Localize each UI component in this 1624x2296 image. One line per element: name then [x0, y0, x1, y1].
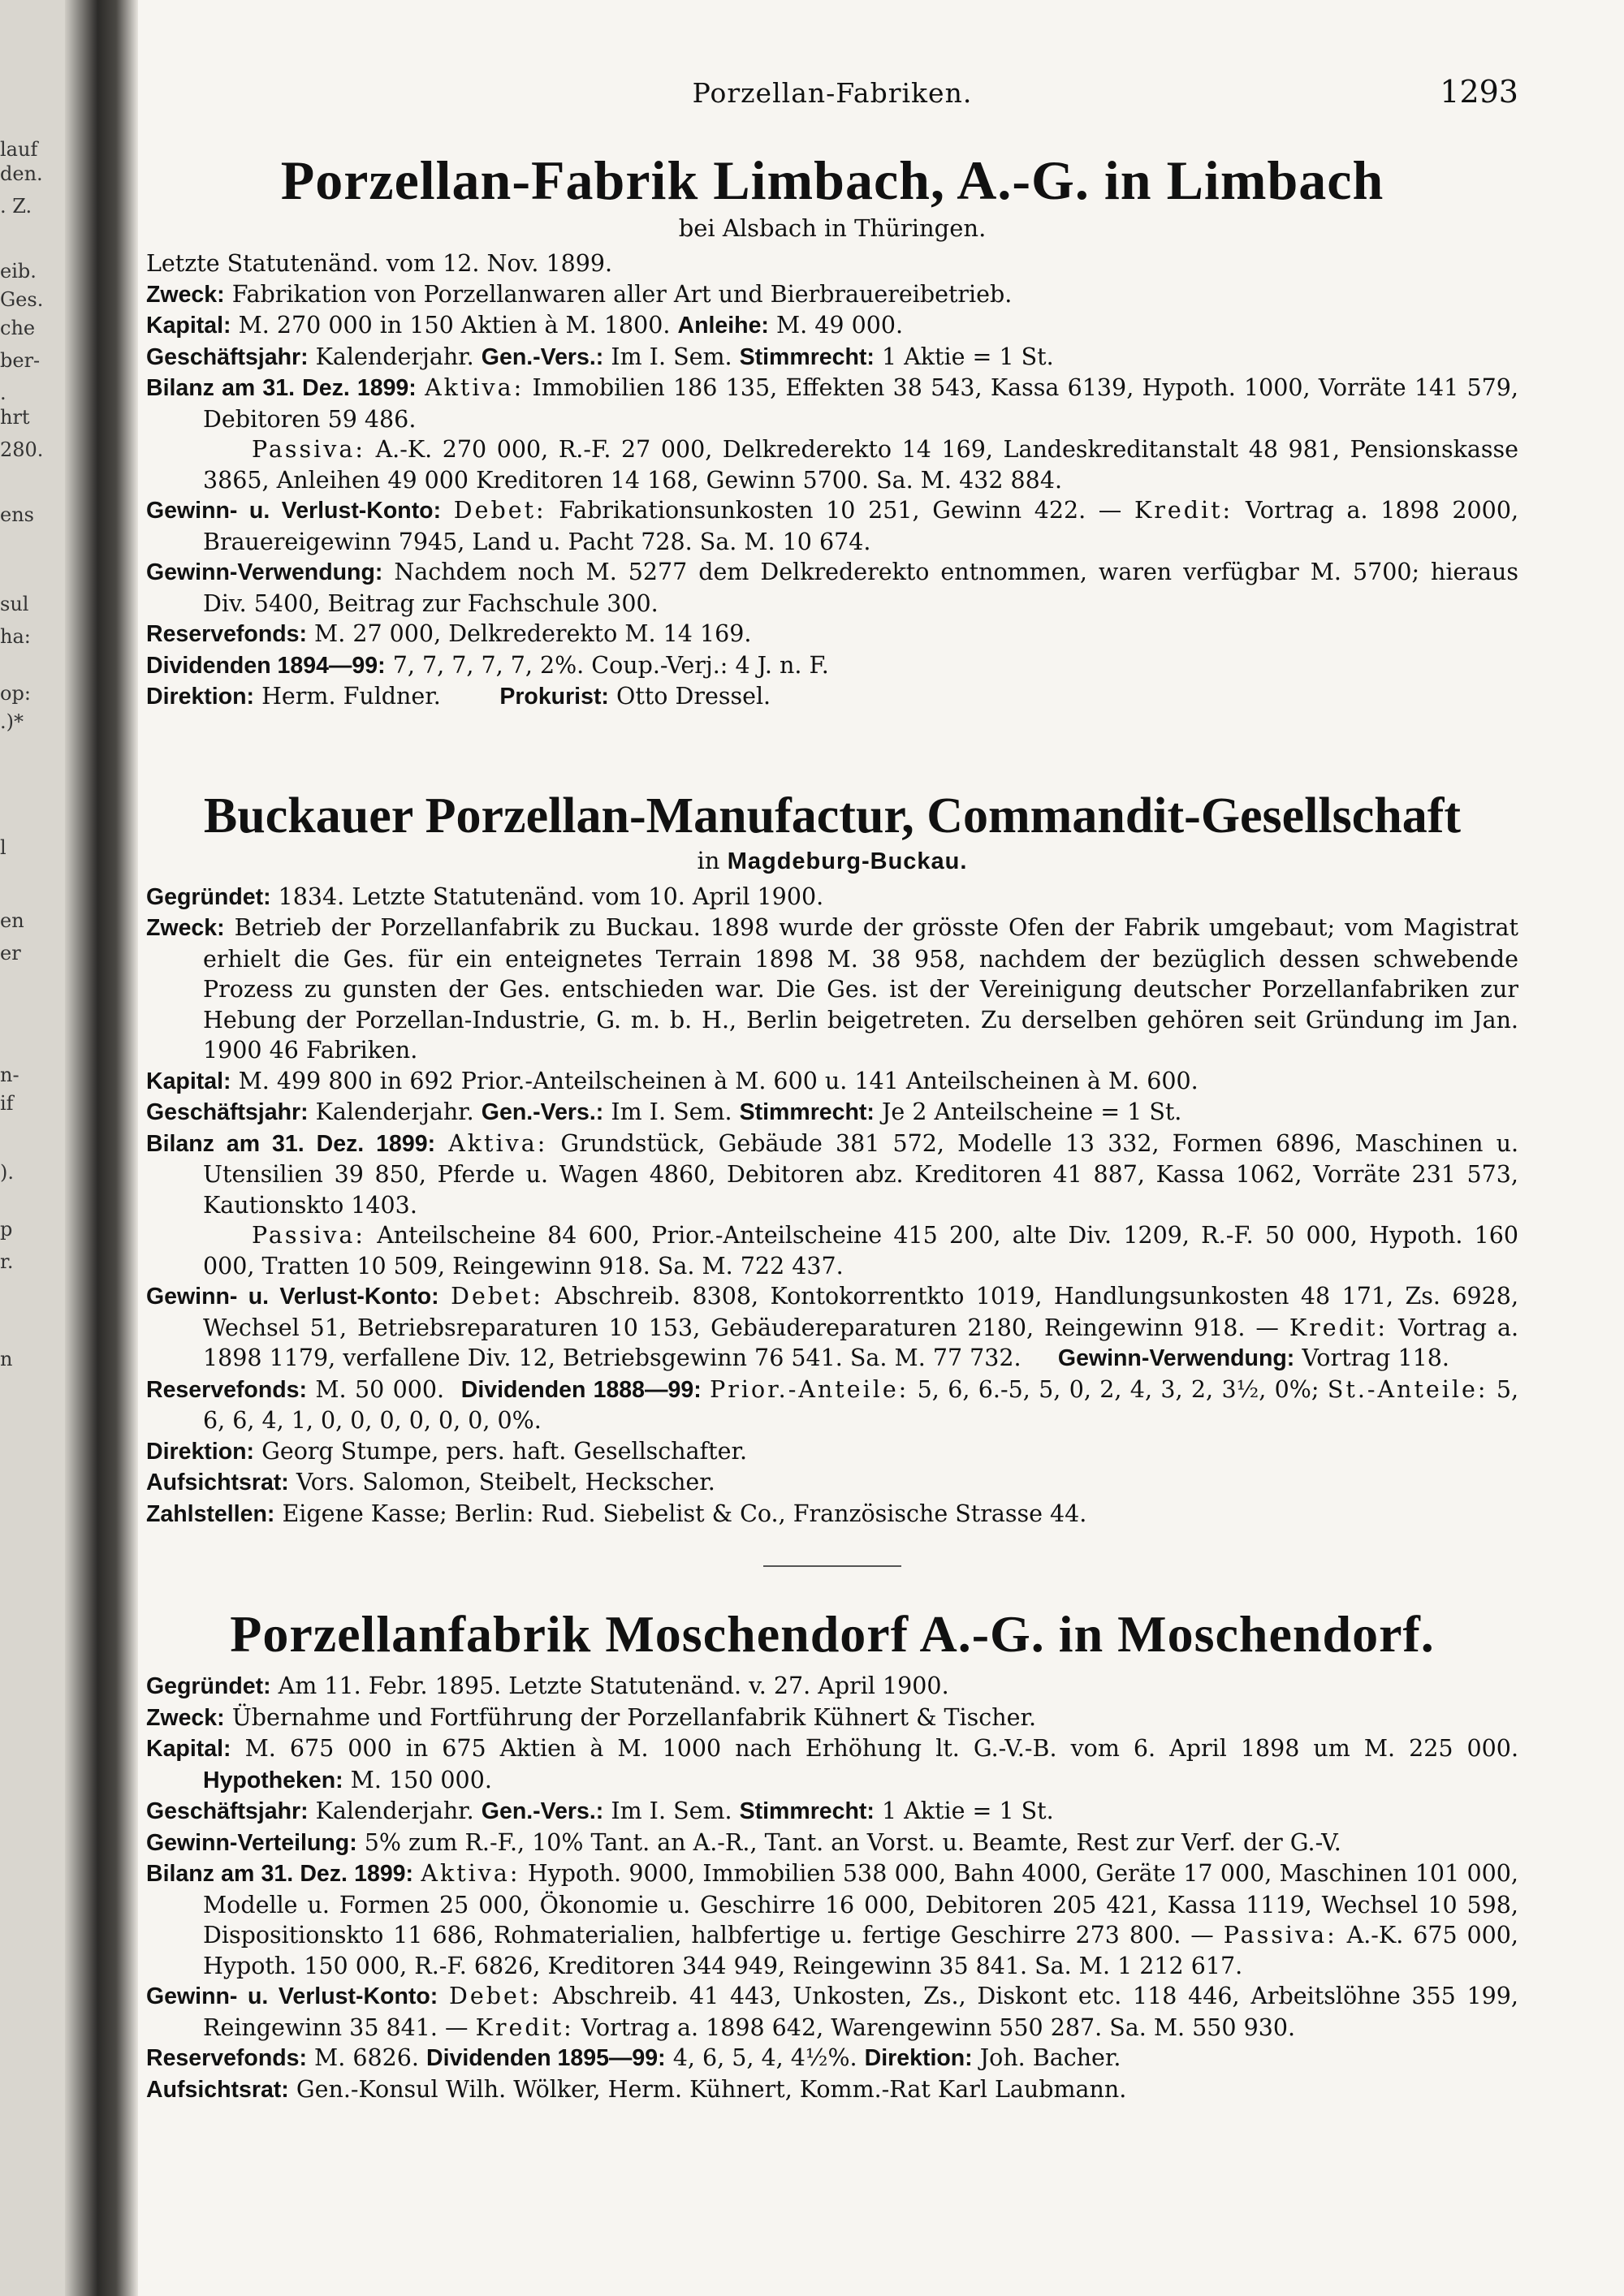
gutter-fragment: . Z. — [0, 195, 32, 218]
label: Dividenden 1888—99: — [460, 1376, 702, 1403]
fiscal-line — [146, 342, 1518, 373]
firm-title: Buckauer Porzellan-Manufactur, Commandit-Gesellschaft — [203, 788, 1462, 844]
gutter-shadow — [65, 0, 138, 2296]
label: Gewinn- u. Verlust-Konto: — [146, 1983, 438, 2009]
label: Reservefonds: — [146, 2045, 307, 2071]
label: Bilanz am 31. Dez. 1899: — [146, 375, 417, 401]
label: Kredit: — [1289, 1314, 1389, 1341]
supervisory-board — [146, 1467, 1518, 1499]
gutter-fragment: ber- — [0, 349, 41, 372]
label: Aktiva: — [448, 1129, 548, 1157]
gutter-fragment: 280. — [0, 438, 44, 461]
gutter-fragment: ha: — [0, 625, 31, 648]
capital: M. 270 000 in 150 Aktien à M. 1800. — [238, 312, 671, 339]
profit-loss — [146, 1281, 1519, 1375]
reserves-text: M. 6826. — [314, 2044, 419, 2071]
purpose-line — [146, 279, 1518, 311]
label: Gewinn-Verwendung: — [146, 559, 383, 585]
dividends — [146, 650, 1518, 682]
firm-subtitle: bei Alsbach in Thüringen. — [678, 214, 987, 242]
label: Gewinn- u. Verlust-Konto: — [146, 1284, 439, 1310]
profit-use-text: Nachdem noch M. 5277 dem Delkrederekto entnommen, waren verfügbar M. 5700; hieraus Div. 5400, Beitrag zur Fachschule 300. — [203, 559, 1518, 617]
paying-agents-text: Eigene Kasse; Berlin: Rud. Siebelist & Co., Französische Strasse 44. — [282, 1500, 1087, 1527]
firm-title: Porzellanfabrik Moschendorf A.-G. in Moschendorf. — [230, 1605, 1435, 1663]
debit: Fabrikationsunkosten 10 251, Gewinn 422. — — [559, 497, 1122, 524]
label: Debet: — [451, 1283, 543, 1310]
gutter-fragment: ). — [0, 1161, 14, 1184]
gutter-fragment: eib. — [0, 260, 37, 283]
entry-moschendorf — [146, 1604, 1518, 2105]
management — [146, 1436, 1518, 1468]
liabilities: Anteilscheine 84 600, Prior.-Anteilscheine 415 200, alte Div. 1209, R.-F. 50 000, Hypoth. 160 000, Tratten 10 509, Reingewinn 918. Sa. M. 722 437. — [203, 1222, 1519, 1280]
gutter-fragment: er — [0, 942, 21, 965]
label: Debet: — [448, 1983, 542, 2009]
gutter-fragment: sul — [0, 593, 29, 615]
profit-distribution-text: 5% zum R.-F., 10% Tant. an A.-R., Tant. an Vorst. u. Beamte, Rest zur Verf. der G.-V. — [364, 1828, 1341, 1856]
gutter-fragment: l — [0, 836, 6, 859]
profit-distribution — [146, 1828, 1518, 1859]
gutter-fragment: if — [0, 1092, 14, 1115]
label: Reservefonds: — [146, 621, 307, 647]
profit-use — [146, 557, 1518, 619]
gutter-fragment: op: — [0, 682, 31, 705]
board-members: Gen.-Konsul Wilh. Wölker, Herm. Kühnert, Komm.-Rat Karl Laubmann. — [296, 2075, 1127, 2103]
director: Joh. Bacher. — [979, 2044, 1121, 2071]
label: Gegründet: — [146, 883, 271, 910]
label: Stimmrecht: — [739, 343, 875, 370]
subtitle-prefix: in — [697, 846, 720, 874]
reserves — [146, 619, 1518, 650]
gutter-fragment: en — [0, 909, 24, 932]
debit: Abschreib. 8308, Kontokorrentkto 1019, Handlungsunkosten 48 171, Zs. 6928, Wechsel 51, Betriebsreparaturen 10 153, Gebäudereparaturen 2180, Reingewinn 918. — — [203, 1283, 1519, 1341]
label: Aufsichtsrat: — [146, 2076, 289, 2103]
paying-agents — [146, 1499, 1518, 1530]
balance — [146, 1858, 1518, 1981]
credit: Vortrag a. 1898 1179, verfallene Div. 12, Betriebsgewinn 76 541. Sa. M. 77 732. — [203, 1314, 1519, 1371]
gutter-fragment: n- — [0, 1064, 19, 1086]
proxy-holder: Otto Dressel. — [616, 683, 771, 710]
section-divider — [763, 1565, 901, 1567]
loan: M. 49 000. — [775, 312, 904, 339]
board-members: Vors. Salomon, Steibelt, Heckscher. — [296, 1469, 715, 1495]
label: Gen.-Vers.: — [481, 1099, 604, 1125]
label: Stimmrecht: — [739, 1798, 875, 1824]
label: Geschäftsjahr: — [146, 343, 309, 370]
capital-line — [146, 1066, 1518, 1098]
profit-loss — [146, 1981, 1518, 2043]
label: Zahlstellen: — [146, 1500, 275, 1527]
gutter-fragment: . — [0, 382, 6, 404]
balance-liabilities — [203, 434, 1518, 495]
gutter-fragment: n — [0, 1348, 13, 1370]
label: Passiva: — [252, 436, 365, 463]
gutter-fragment: r. — [0, 1250, 14, 1273]
label: Stimmrecht: — [739, 1099, 875, 1125]
profit-loss — [146, 495, 1519, 557]
label: Aufsichtsrat: — [146, 1470, 289, 1495]
profit-use-text: Vortrag 118. — [1302, 1344, 1449, 1371]
label: Bilanz am 31. Dez. 1899: — [146, 1861, 414, 1887]
assets: Grundstück, Gebäude 381 572, Modelle 13 332, Formen 6896, Maschinen u. Utensilien 39 850, Pferde u. Wagen 4860, Debitoren abz. Kreditoren 41 887, Kassa 1062, Vorräte 231 573, Kautionskto 1403. — [203, 1129, 1519, 1219]
credit: Vortrag a. 1898 2000, Brauereigewinn 7945, Land u. Pacht 728. Sa. M. 10 674. — [203, 497, 1519, 555]
fiscal-year: Kalenderjahr. — [315, 343, 474, 370]
general-meeting: Im I. Sem. — [611, 1798, 732, 1824]
label: Reservefonds: — [146, 1376, 307, 1403]
capital: M. 499 800 in 692 Prior.-Anteilscheinen à M. 600 u. 141 Anteilscheinen à M. 600. — [238, 1067, 1199, 1094]
balance-assets — [146, 1129, 1519, 1221]
gutter-fragment: hrt — [0, 406, 30, 429]
label: Gewinn- u. Verlust-Konto: — [146, 498, 442, 524]
gutter-fragment: che — [0, 317, 36, 339]
general-meeting: Im I. Sem. — [611, 343, 732, 370]
fiscal-line — [146, 1796, 1518, 1828]
purpose: Übernahme und Fortführung der Porzellanfabrik Kühnert & Tischer. — [231, 1703, 1037, 1731]
purpose-line — [146, 913, 1518, 1066]
firm-title: Porzellan-Fabrik Limbach, A.-G. in Limbach — [280, 149, 1384, 211]
dividends-common: 5, 6, 6, 4, 1, 0, 0, 0, 0, 0, 0, 0%. — [203, 1375, 1519, 1434]
management — [146, 681, 1518, 713]
voting-right: 1 Aktie = 1 St. — [881, 343, 1054, 370]
fiscal-year: Kalenderjahr. — [315, 1798, 474, 1824]
liabilities: A.-K. 675 000, Hypoth. 150 000, R.-F. 6826, Kreditoren 344 949, Reingewinn 35 841. Sa. M. 1 212 617. — [203, 1922, 1518, 1979]
label: Zweck: — [146, 1704, 225, 1731]
capital-line — [146, 1733, 1519, 1796]
label: Dividenden 1894—99: — [146, 652, 386, 679]
entry-limbach — [146, 149, 1518, 713]
statute-line: Letzte Statutenänd. vom 12. Nov. 1899. — [146, 250, 613, 277]
label: Zweck: — [146, 281, 225, 308]
label: Kapital: — [146, 1068, 231, 1094]
gutter-fragment: .)* — [0, 710, 24, 733]
page-number: 1293 — [1440, 74, 1518, 110]
gutter-fragment: lauf — [0, 138, 38, 161]
label: Geschäftsjahr: — [146, 1099, 309, 1125]
liabilities: A.-K. 270 000, R.-F. 27 000, Delkrederekto 14 169, Landeskreditanstalt 48 981, Pensionskasse 3865, Anleihen 49 000 Kreditoren 14 168, Gewinn 5700. Sa. M. 432 884. — [203, 436, 1518, 494]
founded: 1834. Letzte Statutenänd. vom 10. April 1900. — [278, 883, 824, 910]
page — [146, 74, 1519, 2105]
label: Direktion: — [146, 1438, 255, 1465]
subtitle-place: Magdeburg-Buckau. — [727, 848, 968, 874]
mortgages: M. 150 000. — [350, 1766, 492, 1793]
reserves-text: M. 50 000. — [315, 1375, 445, 1403]
director: Georg Stumpe, pers. haft. Gesellschafter. — [261, 1437, 748, 1465]
debit: Abschreib. 41 443, Unkosten, Zs., Diskont etc. 118 446, Arbeitslöhne 355 199, Reingewinn 35 841. — — [203, 1983, 1518, 2041]
assets: Hypoth. 9000, Immobilien 538 000, Bahn 4000, Geräte 17 000, Maschinen 101 000, Modelle u. Formen 25 000, Ökonomie u. Geschirre 16 000, Debitoren 205 421, Kassa 1119, Wechsel 10 598, Dispositionskto 11 686, Rohmaterialien, halbfertige u. fertige Geschirre 273 800. — — [203, 1860, 1518, 1949]
capital: M. 675 000 in 675 Aktien à M. 1000 nach Erhöhung lt. G.-V.-B. vom 6. April 1898 um M. 225 000. — [244, 1735, 1519, 1762]
label: Bilanz am 31. Dez. 1899: — [146, 1130, 436, 1157]
label: Geschäftsjahr: — [146, 1798, 309, 1824]
label: Gewinn-Verwendung: — [1057, 1345, 1295, 1371]
label: Kapital: — [146, 1736, 231, 1762]
purpose: Fabrikation von Porzellanwaren aller Art und Bierbrauereibetrieb. — [231, 280, 1013, 308]
voting-right: 1 Aktie = 1 St. — [881, 1798, 1054, 1824]
label: Prior.-Anteile: — [710, 1375, 909, 1403]
dividends-prior: 5, 6, 6.-5, 5, 0, 2, 4, 3, 2, 3½, 0%; — [917, 1375, 1320, 1403]
label: Aktiva: — [425, 374, 525, 401]
founded: Am 11. Febr. 1895. Letzte Statutenänd. v. 27. April 1900. — [278, 1672, 949, 1699]
credit: Vortrag a. 1898 642, Warengewinn 550 287. Sa. M. 550 930. — [581, 2013, 1296, 2041]
label: Passiva: — [252, 1222, 365, 1249]
label: Debet: — [453, 497, 546, 524]
capital-line — [146, 310, 1518, 342]
label: Gewinn-Verteilung: — [146, 1829, 357, 1856]
balance-liabilities — [203, 1220, 1518, 1281]
general-meeting: Im I. Sem. — [611, 1098, 732, 1125]
label: Hypotheken: — [203, 1767, 343, 1793]
running-header — [146, 74, 1518, 126]
label: Gegründet: — [146, 1673, 271, 1699]
director: Herm. Fuldner. — [261, 683, 441, 710]
reserves-dividends — [146, 1375, 1519, 1436]
fiscal-line — [146, 1097, 1518, 1129]
label: Aktiva: — [421, 1860, 520, 1887]
founded-line — [146, 1671, 1518, 1703]
label: Direktion: — [864, 2045, 973, 2071]
gutter-fragment: Ges. — [0, 288, 44, 311]
label: Dividenden 1895—99: — [426, 2045, 666, 2071]
label: Kredit: — [475, 2013, 574, 2041]
label: Kapital: — [146, 313, 231, 339]
label: Kredit: — [1134, 497, 1233, 524]
firm-subtitle — [146, 847, 1518, 875]
purpose: Betrieb der Porzellanfabrik zu Buckau. 1898 wurde der grösste Ofen der Fabrik umgebaut; vom Magistrat erhielt die Ges. für ein enteignetes Terrain 1898 M. 38 958, nachdem der bezüglich dessen schwebende Prozess zu gunsten der Ges. entschieden war. Die Ges. ist der Vereinigung deutscher Porzellanfabriken zur Hebung der Porzellan-Industrie, G. m. b. H., Berlin beigetreten. Zu derselben gehören seit Gründung im Jan. 1900 46 Fabriken. — [203, 914, 1518, 1064]
assets: Immobilien 186 135, Effekten 38 543, Kassa 6139, Hypoth. 1000, Vorräte 141 579, Debitoren 59 486. — [203, 374, 1518, 433]
fiscal-year: Kalenderjahr. — [315, 1098, 474, 1125]
dividends-text: 4, 6, 5, 4, 4½%. — [672, 2044, 857, 2071]
label: Gen.-Vers.: — [481, 1798, 604, 1824]
supervisory-board — [146, 2074, 1518, 2106]
dividends-text: 7, 7, 7, 7, 7, 2%. Coup.-Verj.: 4 J. n. F. — [392, 651, 829, 679]
balance-assets — [146, 373, 1518, 434]
voting-right: Je 2 Anteilscheine = 1 St. — [881, 1098, 1182, 1125]
founded-line — [146, 882, 1518, 913]
purpose-line — [146, 1703, 1518, 1734]
reserves-dividends-management — [146, 2043, 1518, 2074]
label: Gen.-Vers.: — [481, 343, 604, 370]
label: Passiva: — [1223, 1922, 1337, 1949]
label: Zweck: — [146, 915, 225, 941]
gutter-fragment: ens — [0, 503, 34, 526]
reserves-text: M. 27 000, Delkrederekto M. 14 169. — [314, 620, 752, 647]
label: Prokurist: — [499, 684, 609, 710]
gutter-fragment: p — [0, 1218, 13, 1241]
label: Direktion: — [146, 684, 255, 710]
label: Anleihe: — [677, 313, 769, 339]
entry-buckau — [146, 788, 1518, 1530]
gutter-fragment: den. — [0, 162, 43, 185]
label: St.-Anteile: — [1327, 1375, 1488, 1403]
running-title: Porzellan-Fabriken. — [692, 77, 973, 109]
